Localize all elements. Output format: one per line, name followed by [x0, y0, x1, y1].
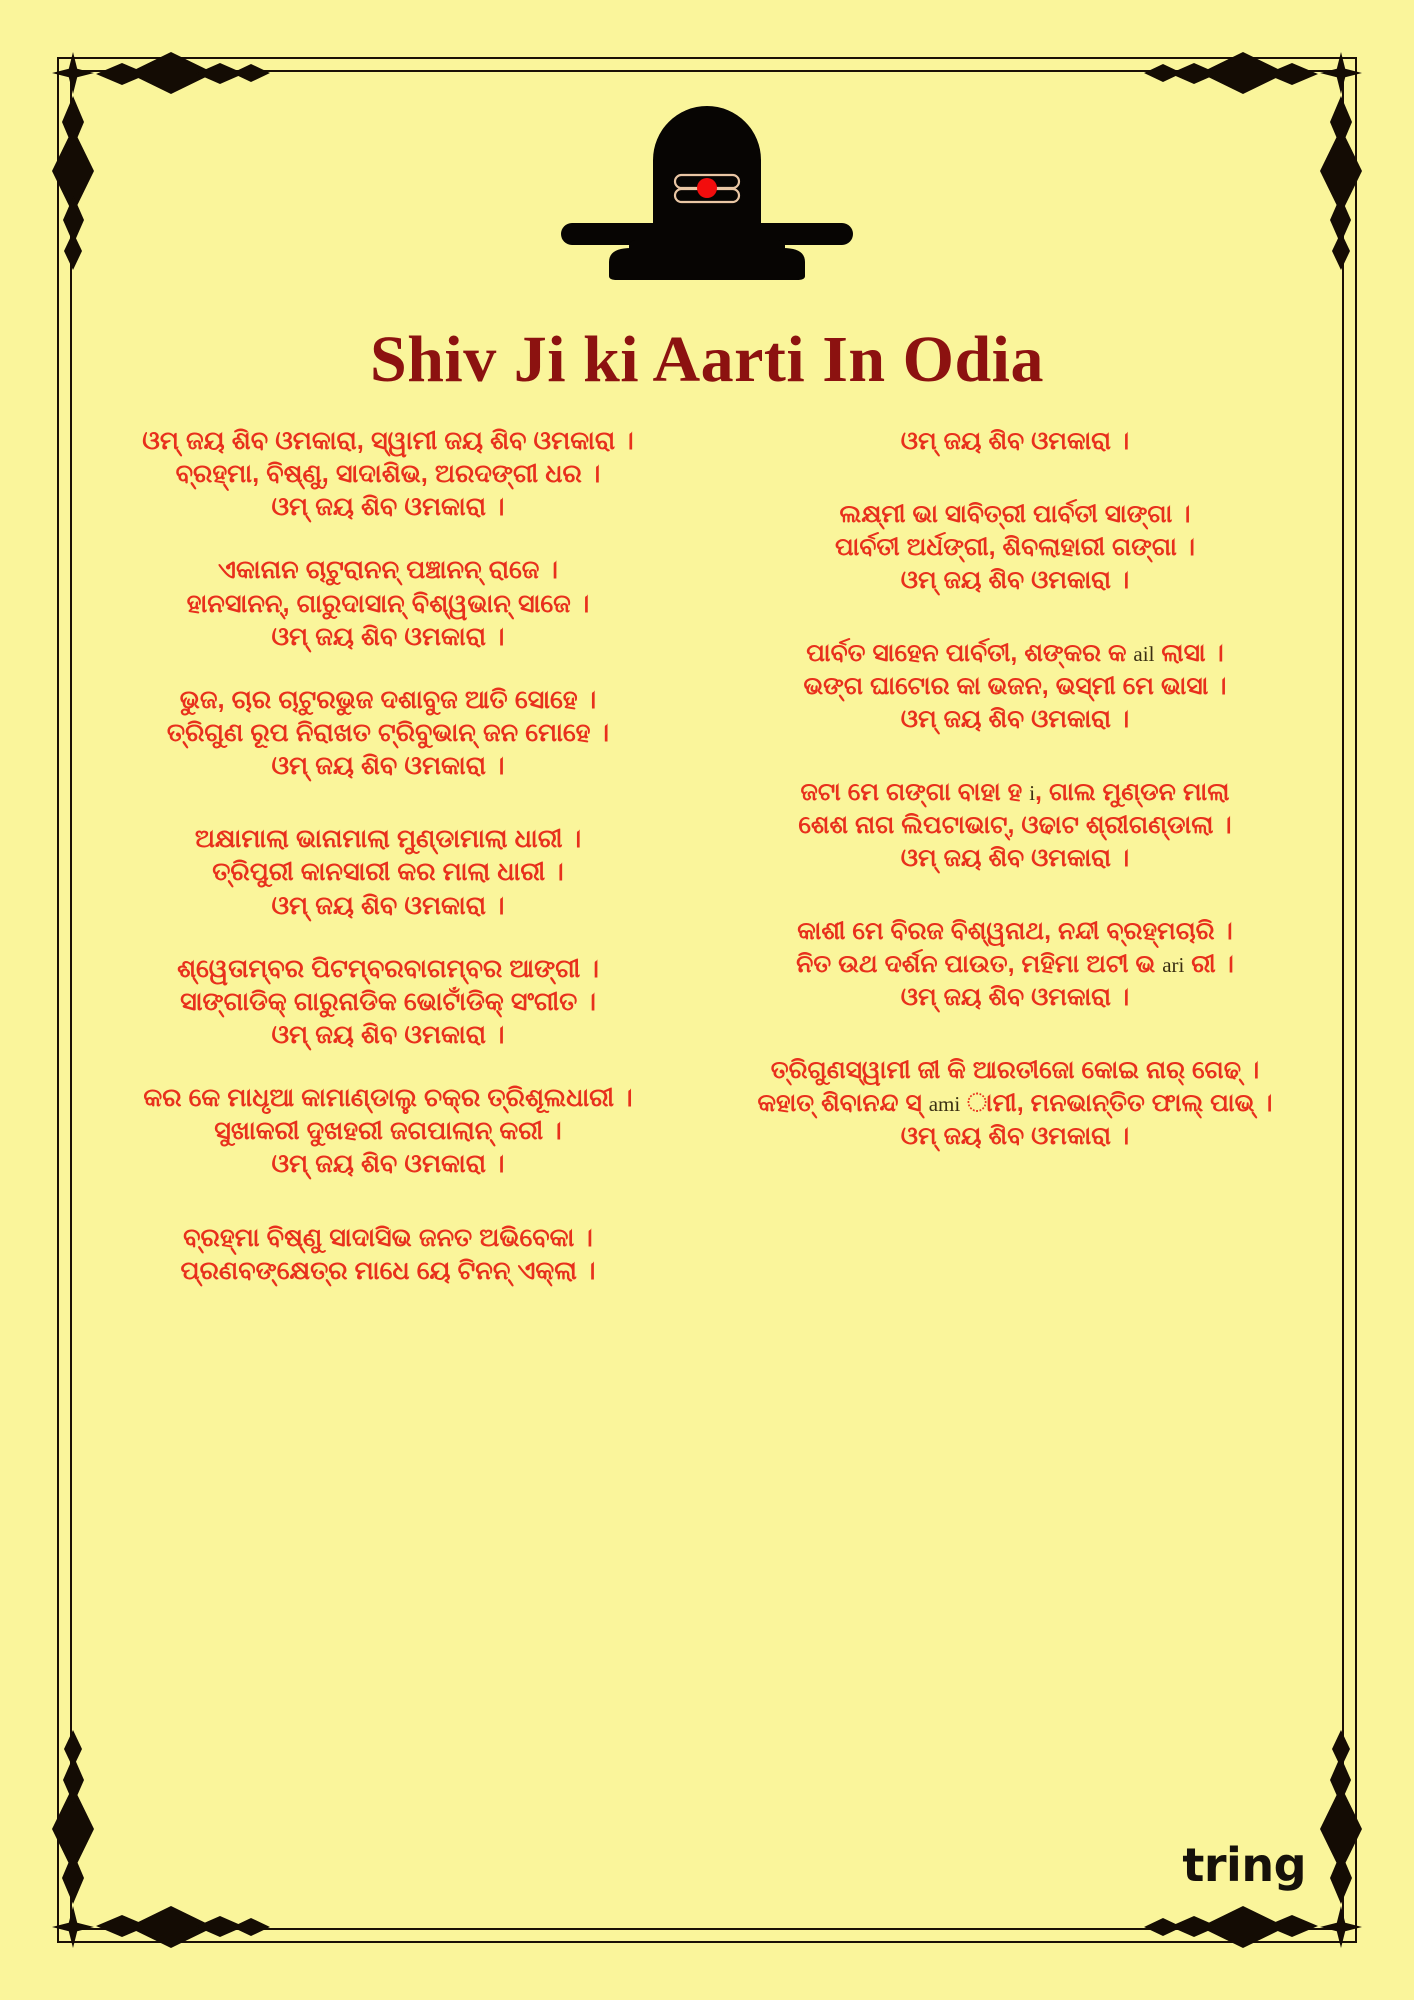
- verse-line: ଅକ୍ଷାମାଲା ଭାନାମାଲା ମୁଣ୍ଡାମାଲା ଧାରୀ ।: [194, 825, 582, 854]
- verse-line: ଭୁଜ, ଚାର ଚାଟୁରଭୁଜ ଦଶାବୁଜ ଆତି ସୋହେ ।: [179, 685, 597, 714]
- border-diamond-bl-h4: [232, 1918, 270, 1936]
- border-rule-outer-bottom: [57, 1941, 1357, 1943]
- stanza-block: [717, 776, 1313, 875]
- stanza-block: [717, 915, 1313, 1014]
- verse-line: ତ୍ରିପୁରୀ କାନସାରୀ କର ମାଲା ଧାରୀ ।: [212, 858, 564, 887]
- stanza-block: [95, 684, 681, 783]
- verse-line: ସୁଖାକରୀ ଦୁଖହରୀ ଜଗପାଲାନ୍ କରୀ ।: [214, 1117, 562, 1146]
- verse-line: ତ୍ରିଗୁଣସ୍ୱାମୀ ଜୀ କି ଆରତୀଜୋ କୋଇ ନାର୍ ଗେଢ୍ ।: [770, 1056, 1260, 1084]
- verse-line: ଓମ୍ ଜୟ ଶିବ ଓମକାରା ।: [271, 493, 505, 522]
- border-rule-outer-top: [57, 57, 1357, 59]
- shiva-linga-icon: [557, 80, 857, 280]
- verse-line: ଏକାନାନ ଚାଟୁରାନନ୍ ପଞ୍ଚାନନ୍ ରାଜେ ।: [218, 556, 558, 585]
- verse-line: ଓମ୍ ଜୟ ଶିବ ଓମକାରା ।: [900, 1122, 1130, 1150]
- stanza-block: [95, 425, 681, 524]
- right-verse-column: [717, 425, 1313, 1183]
- verse-columns: [95, 425, 1325, 1318]
- verse-line: ଓମ୍ ଜୟ ଶିବ ଓମକାରା, ସ୍ୱାମୀ ଜୟ ଶିବ ଓମକାରା ।: [142, 427, 634, 455]
- verse-line: କର କେ ମାଧୃଆ କାମାଣ୍ଡାଲୁ ଚକ୍ର ତ୍ରିଶୂଲଧାରୀ ।: [143, 1084, 633, 1113]
- page-title: Shiv Ji ki Aarti In Odia: [369, 323, 1045, 396]
- stanza-block: [95, 953, 681, 1052]
- verse-line: କହାତ୍ ଶିବାନନ୍ଦ ସ୍ ami ାମୀ, ମନଭାନ୍ତିତ ଫାଲ୍ ପାଭ୍ ।: [757, 1089, 1273, 1117]
- verse-line: ହାନସାନନ୍, ଗାରୁଦାସାନ୍ ବିଶ୍ୱଭାନ୍ ସାଜେ ।: [186, 589, 590, 618]
- verse-line: ପ୍ରଣବଙ୍କ୍ଷେତ୍ର ମାଧେ ୟେ ଟିନନ୍ ଏକ୍ଲା ।: [180, 1256, 596, 1285]
- verse-line: ନିତ ଉଥ ଦର୍ଶନ ପାଉତ, ମହିମା ଅଟୀ ଭ ari ରୀ ।: [796, 950, 1234, 978]
- verse-line: ବ୍ରହ୍ମା ବିଷ୍ଣୁ ସାଦାସିଭ ଜନତ ଅଭିବେକା ।: [183, 1223, 593, 1252]
- border-diamond-tr-h4: [1144, 64, 1182, 82]
- verse-line: ଓମ୍ ଜୟ ଶିବ ଓମକାରା ।: [271, 622, 505, 651]
- verse-line: କାଶୀ ମେ ବିରଜ ବିଶ୍ୱନାଥ, ନନ୍ଦୀ ବ୍ରହ୍ମଚାରି ।: [797, 917, 1233, 945]
- verse-line: ଶ୍ୱେତାମ୍ବର ପିଟମ୍ବରବାଗମ୍ବର ଆଙ୍ଗୀ ।: [177, 954, 599, 983]
- border-diamond-br-v4: [1332, 1730, 1350, 1768]
- verse-line: ଲକ୍ଷ୍ମୀ ଭା ସାବିତ୍ରୀ ପାର୍ବତୀ ସାଙ୍ଗା ।: [839, 500, 1191, 528]
- stanza-block: [95, 554, 681, 653]
- stanza-block: [717, 637, 1313, 736]
- verse-line: ପାର୍ବତ ସାହେନ ପାର୍ବତୀ, ଶଙ୍କର କ ail ଲାସା ।: [806, 639, 1224, 667]
- verse-line: ଜଟା ମେ ଗଙ୍ଗା ବାହା ହ i, ଗାଲ ମୁଣ୍ଡନ ମାଲା: [800, 778, 1230, 806]
- left-verse-column: [95, 425, 681, 1318]
- border-diamond-tr-v4: [1332, 232, 1350, 270]
- border-diamond-br-h4: [1144, 1918, 1182, 1936]
- verse-line: ତ୍ରିଗୁଣ ରୂପ ନିରାଖତ ଟ୍ରିବୁଭାନ୍ ଜନ ମୋହେ ।: [166, 718, 610, 747]
- verse-line: ଓମ୍ ଜୟ ଶିବ ଓମକାରା ।: [900, 566, 1130, 594]
- stanza-block: [95, 823, 681, 922]
- stanza-block: [95, 1222, 681, 1288]
- brand-logo-tring: tring: [1182, 1838, 1306, 1892]
- verse-line: ଓମ୍ ଜୟ ଶିବ ଓମକାରା ।: [900, 983, 1130, 1011]
- border-diamond-tl-v4: [64, 232, 82, 270]
- verse-line: ଭଙ୍ଗ ଘାଟୋର କା ଭଜନ, ଭସ୍ମୀ ମେ ଭାସା ।: [803, 672, 1227, 700]
- verse-line: ଓମ୍ ଜୟ ଶିବ ଓମକାରା ।: [900, 844, 1130, 872]
- stanza-block: [717, 498, 1313, 597]
- border-diamond-bl-v4: [64, 1730, 82, 1768]
- stanza-block: [95, 1082, 681, 1181]
- border-diamond-tl-h4: [232, 64, 270, 82]
- verse-line: ବ୍ରହ୍ମା, ବିଷ୍ଣୁ, ସାଦାଶିଭ, ଅରଦଙ୍ଗୀ ଧର ।: [175, 460, 601, 489]
- verse-line: ଓମ୍ ଜୟ ଶିବ ଓମକାରା ।: [900, 705, 1130, 733]
- verse-line: ସାଙ୍ଗାଡିକ୍ ଗାରୁନାଡିକ ଭୋଟାଁଡିକ୍ ସଂଗୀତ ।: [180, 987, 596, 1016]
- verse-line: ଓମ୍ ଜୟ ଶିବ ଓମକାରା ।: [271, 752, 505, 781]
- stanza-block: [717, 425, 1313, 458]
- verse-line: ଶେଶ ନାଗ ଲିପଟାଭାଟ୍, ଓଢାଟ ଶ୍ରୀଗଣ୍ଡାଲା ।: [798, 811, 1232, 839]
- stanza-block: [717, 1054, 1313, 1153]
- verse-line: ପାର୍ବତୀ ଅର୍ଧଙ୍ଗୀ, ଶିବଲାହାରୀ ଗଙ୍ଗା ।: [834, 533, 1196, 561]
- verse-line: ଓମ୍ ଜୟ ଶିବ ଓମକାରା ।: [271, 1150, 505, 1179]
- verse-line: ଓମ୍ ଜୟ ଶିବ ଓମକାରା ।: [271, 1020, 505, 1049]
- verse-line: ଓମ୍ ଜୟ ଶିବ ଓମକାରା ।: [271, 891, 505, 920]
- verse-line: ଓମ୍ ଜୟ ଶିବ ଓମକାରା ।: [900, 427, 1130, 455]
